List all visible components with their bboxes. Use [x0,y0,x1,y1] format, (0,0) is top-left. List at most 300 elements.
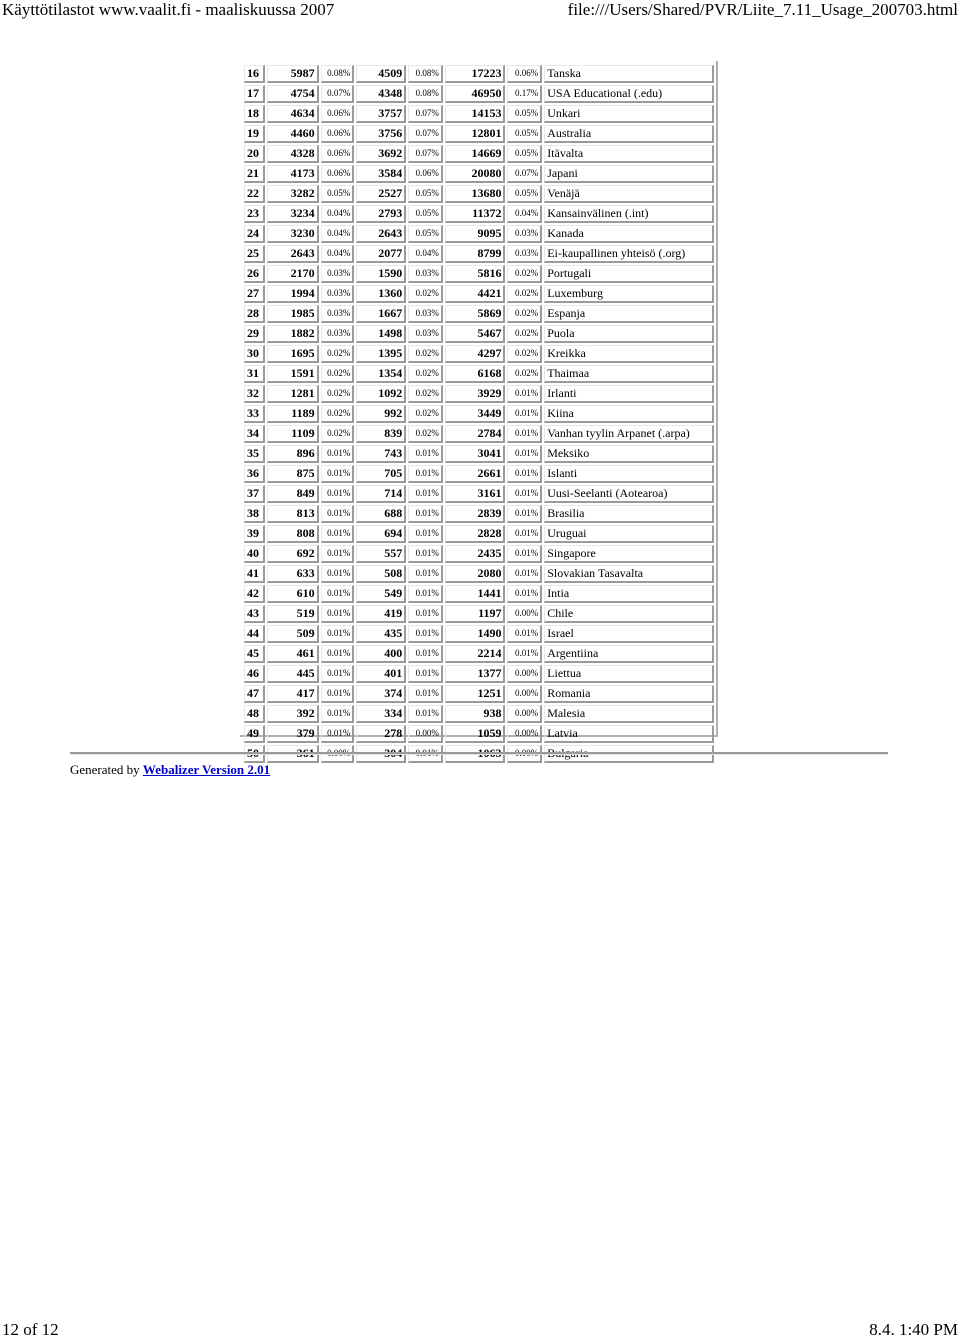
hits-percent-cell: 0.07% [321,85,355,103]
country-cell: Singapore [544,545,714,563]
kbytes-cell: 6168 [445,365,506,383]
rank-cell: 27 [244,285,265,303]
kbytes-cell: 1059 [445,725,506,743]
country-cell: Chile [544,605,714,623]
kbytes-percent-cell: 0.03% [507,245,542,263]
hits-percent-cell: 0.08% [321,65,355,83]
hits-percent-cell: 0.02% [321,345,355,363]
kbytes-percent-cell: 0.02% [507,345,542,363]
table-row [244,245,714,263]
files-percent-cell: 0.02% [408,385,443,403]
hits-cell: 417 [267,685,319,703]
country-stats-table [242,63,716,765]
hits-percent-cell: 0.03% [321,325,355,343]
rank-cell: 25 [244,245,265,263]
kbytes-percent-cell: 0.01% [507,545,542,563]
rank-cell: 41 [244,565,265,583]
hits-percent-cell: 0.01% [321,505,355,523]
country-cell: Luxemburg [544,285,714,303]
kbytes-percent-cell: 0.00% [507,605,542,623]
files-percent-cell: 0.01% [408,625,443,643]
page-number: 12 of 12 [2,1320,59,1339]
rank-cell: 16 [244,65,265,83]
table-row [244,485,714,503]
table-row [244,225,714,243]
kbytes-percent-cell: 0.01% [507,505,542,523]
rank-cell: 22 [244,185,265,203]
kbytes-cell: 2784 [445,425,506,443]
hits-percent-cell: 0.01% [321,665,355,683]
files-percent-cell: 0.02% [408,425,443,443]
table-row [244,85,714,103]
files-percent-cell: 0.03% [408,305,443,323]
hits-cell: 4634 [267,105,319,123]
hits-cell: 692 [267,545,319,563]
table-row [244,325,714,343]
country-cell: Islanti [544,465,714,483]
kbytes-cell: 2435 [445,545,506,563]
hits-percent-cell: 0.03% [321,285,355,303]
kbytes-cell: 3041 [445,445,506,463]
kbytes-percent-cell: 0.02% [507,265,542,283]
table-row [244,445,714,463]
hits-percent-cell: 0.02% [321,385,355,403]
files-percent-cell: 0.01% [408,445,443,463]
files-percent-cell: 0.01% [408,685,443,703]
files-cell: 1395 [356,345,406,363]
hits-cell: 4460 [267,125,319,143]
rank-cell: 40 [244,545,265,563]
hits-cell: 1994 [267,285,319,303]
files-cell: 705 [356,465,406,483]
table-row [244,545,714,563]
country-cell: Ei-kaupallinen yhteisö (.org) [544,245,714,263]
country-cell: Irlanti [544,385,714,403]
files-percent-cell: 0.08% [408,85,443,103]
page-url: file:///Users/Shared/PVR/Liite_7.11_Usage_200703.html [567,0,958,19]
kbytes-cell: 4421 [445,285,506,303]
rank-cell: 26 [244,265,265,283]
files-cell: 3756 [356,125,406,143]
hits-percent-cell: 0.02% [321,425,355,443]
rank-cell: 24 [244,225,265,243]
kbytes-percent-cell: 0.00% [507,705,542,723]
hits-cell: 361 [267,745,319,763]
kbytes-cell: 938 [445,705,506,723]
files-cell: 3692 [356,145,406,163]
hits-cell: 1109 [267,425,319,443]
hits-percent-cell: 0.06% [321,105,355,123]
country-cell: Kiina [544,405,714,423]
kbytes-cell: 12801 [445,125,506,143]
kbytes-percent-cell: 0.01% [507,405,542,423]
files-cell: 3757 [356,105,406,123]
table-row [244,285,714,303]
rank-cell: 39 [244,525,265,543]
table-row [244,465,714,483]
files-percent-cell: 0.01% [408,745,443,763]
files-cell: 694 [356,525,406,543]
hits-cell: 445 [267,665,319,683]
table-row [244,725,714,743]
files-percent-cell: 0.01% [408,705,443,723]
kbytes-percent-cell: 0.00% [507,725,542,743]
kbytes-percent-cell: 0.01% [507,625,542,643]
hits-cell: 875 [267,465,319,483]
kbytes-cell: 2080 [445,565,506,583]
hits-percent-cell: 0.06% [321,145,355,163]
hits-cell: 509 [267,625,319,643]
files-percent-cell: 0.01% [408,645,443,663]
files-percent-cell: 0.02% [408,365,443,383]
hits-cell: 813 [267,505,319,523]
country-cell: Itävalta [544,145,714,163]
files-percent-cell: 0.01% [408,465,443,483]
country-cell: Australia [544,125,714,143]
files-percent-cell: 0.01% [408,505,443,523]
kbytes-percent-cell: 0.02% [507,325,542,343]
hits-percent-cell: 0.01% [321,705,355,723]
table-row [244,705,714,723]
kbytes-percent-cell: 0.01% [507,445,542,463]
kbytes-percent-cell: 0.04% [507,205,542,223]
files-cell: 549 [356,585,406,603]
files-cell: 4348 [356,85,406,103]
rank-cell: 34 [244,425,265,443]
hits-cell: 2643 [267,245,319,263]
table-row [244,665,714,683]
kbytes-cell: 46950 [445,85,506,103]
files-cell: 3584 [356,165,406,183]
kbytes-percent-cell: 0.00% [507,665,542,683]
kbytes-cell: 2828 [445,525,506,543]
files-percent-cell: 0.01% [408,545,443,563]
kbytes-cell: 11372 [445,205,506,223]
files-cell: 2077 [356,245,406,263]
kbytes-percent-cell: 0.05% [507,125,542,143]
kbytes-percent-cell: 0.05% [507,145,542,163]
table-row [244,125,714,143]
kbytes-cell: 17223 [445,65,506,83]
files-percent-cell: 0.08% [408,65,443,83]
files-percent-cell: 0.07% [408,125,443,143]
table-row [244,305,714,323]
hits-percent-cell: 0.01% [321,545,355,563]
country-cell: Malesia [544,705,714,723]
rank-cell: 21 [244,165,265,183]
kbytes-cell: 5467 [445,325,506,343]
kbytes-percent-cell: 0.05% [507,105,542,123]
hits-percent-cell: 0.02% [321,365,355,383]
rank-cell: 47 [244,685,265,703]
kbytes-cell: 13680 [445,185,506,203]
files-percent-cell: 0.01% [408,665,443,683]
kbytes-cell: 4297 [445,345,506,363]
rank-cell: 18 [244,105,265,123]
page-title: Käyttötilastot www.vaalit.fi - maaliskuussa 2007 [2,0,335,19]
kbytes-cell: 3161 [445,485,506,503]
hits-percent-cell: 0.04% [321,245,355,263]
table-row [244,565,714,583]
hits-percent-cell: 0.01% [321,605,355,623]
kbytes-percent-cell: 0.00% [507,745,542,763]
country-cell: Brasilia [544,505,714,523]
country-cell: Espanja [544,305,714,323]
rank-cell: 17 [244,85,265,103]
table-row [244,525,714,543]
rank-cell: 33 [244,405,265,423]
kbytes-percent-cell: 0.01% [507,645,542,663]
hits-percent-cell: 0.01% [321,445,355,463]
hits-cell: 4328 [267,145,319,163]
hits-percent-cell: 0.05% [321,185,355,203]
files-percent-cell: 0.05% [408,225,443,243]
kbytes-cell: 1441 [445,585,506,603]
table-row [244,685,714,703]
kbytes-cell: 5816 [445,265,506,283]
kbytes-cell: 20080 [445,165,506,183]
hits-percent-cell: 0.00% [321,745,355,763]
files-cell: 374 [356,685,406,703]
table-row [244,605,714,623]
files-percent-cell: 0.07% [408,105,443,123]
files-cell: 1498 [356,325,406,343]
hits-percent-cell: 0.06% [321,165,355,183]
hits-cell: 3230 [267,225,319,243]
hits-cell: 1882 [267,325,319,343]
hits-cell: 808 [267,525,319,543]
kbytes-cell: 3449 [445,405,506,423]
hits-percent-cell: 0.01% [321,565,355,583]
files-cell: 714 [356,485,406,503]
files-cell: 401 [356,665,406,683]
country-stats-body [244,65,714,763]
files-cell: 1667 [356,305,406,323]
kbytes-cell: 8799 [445,245,506,263]
kbytes-cell: 1490 [445,625,506,643]
hits-percent-cell: 0.04% [321,205,355,223]
files-percent-cell: 0.01% [408,525,443,543]
files-cell: 2793 [356,205,406,223]
rank-cell: 48 [244,705,265,723]
table-row [244,385,714,403]
rank-cell: 35 [244,445,265,463]
files-cell: 688 [356,505,406,523]
rank-cell: 19 [244,125,265,143]
hits-percent-cell: 0.01% [321,585,355,603]
kbytes-percent-cell: 0.02% [507,285,542,303]
hits-cell: 633 [267,565,319,583]
hits-cell: 1985 [267,305,319,323]
kbytes-percent-cell: 0.07% [507,165,542,183]
print-datetime: 8.4. 1:40 PM [869,1320,958,1339]
rank-cell: 31 [244,365,265,383]
table-row [244,505,714,523]
rank-cell: 46 [244,665,265,683]
files-cell: 992 [356,405,406,423]
table-row [244,165,714,183]
hits-percent-cell: 0.01% [321,485,355,503]
hits-percent-cell: 0.01% [321,725,355,743]
kbytes-cell: 2839 [445,505,506,523]
files-percent-cell: 0.02% [408,405,443,423]
table-row [244,625,714,643]
country-cell: USA Educational (.edu) [544,85,714,103]
generated-prefix: Generated by [70,762,143,777]
files-cell: 435 [356,625,406,643]
hits-percent-cell: 0.01% [321,685,355,703]
table-row [244,345,714,363]
hits-cell: 610 [267,585,319,603]
files-cell: 334 [356,705,406,723]
files-cell: 4509 [356,65,406,83]
table-row [244,365,714,383]
files-cell: 2643 [356,225,406,243]
files-cell: 304 [356,745,406,763]
country-cell: Uusi-Seelanti (Aotearoa) [544,485,714,503]
country-cell: Portugali [544,265,714,283]
country-cell: Latvia [544,725,714,743]
rank-cell: 50 [244,745,265,763]
hits-percent-cell: 0.01% [321,525,355,543]
files-percent-cell: 0.05% [408,185,443,203]
rank-cell: 30 [244,345,265,363]
files-cell: 1092 [356,385,406,403]
files-percent-cell: 0.07% [408,145,443,163]
rank-cell: 44 [244,625,265,643]
files-percent-cell: 0.01% [408,565,443,583]
country-cell: Romania [544,685,714,703]
country-cell: Tanska [544,65,714,83]
rank-cell: 29 [244,325,265,343]
kbytes-percent-cell: 0.01% [507,485,542,503]
files-cell: 1360 [356,285,406,303]
kbytes-percent-cell: 0.17% [507,85,542,103]
country-cell: Bulgaria [544,745,714,763]
country-cell: Meksiko [544,445,714,463]
files-cell: 278 [356,725,406,743]
hits-cell: 1189 [267,405,319,423]
hits-percent-cell: 0.06% [321,125,355,143]
table-row [244,65,714,83]
hits-cell: 461 [267,645,319,663]
files-percent-cell: 0.00% [408,725,443,743]
kbytes-percent-cell: 0.05% [507,185,542,203]
kbytes-percent-cell: 0.01% [507,465,542,483]
generated-by-line [70,762,270,778]
kbytes-cell: 1377 [445,665,506,683]
country-cell: Puola [544,325,714,343]
hits-percent-cell: 0.01% [321,625,355,643]
hits-cell: 5987 [267,65,319,83]
country-cell: Thaimaa [544,365,714,383]
hits-cell: 4754 [267,85,319,103]
rank-cell: 49 [244,725,265,743]
hits-cell: 392 [267,705,319,723]
hits-percent-cell: 0.01% [321,465,355,483]
rank-cell: 45 [244,645,265,663]
hits-percent-cell: 0.01% [321,645,355,663]
kbytes-cell: 14669 [445,145,506,163]
files-cell: 400 [356,645,406,663]
country-cell: Israel [544,625,714,643]
webalizer-link[interactable]: Webalizer Version 2.01 [142,762,271,777]
files-percent-cell: 0.02% [408,285,443,303]
hits-cell: 849 [267,485,319,503]
hits-cell: 3234 [267,205,319,223]
files-cell: 743 [356,445,406,463]
country-cell: Uruguai [544,525,714,543]
files-cell: 2527 [356,185,406,203]
kbytes-cell: 1063 [445,745,506,763]
rank-cell: 32 [244,385,265,403]
files-cell: 557 [356,545,406,563]
kbytes-percent-cell: 0.06% [507,65,542,83]
hits-cell: 1281 [267,385,319,403]
files-percent-cell: 0.01% [408,605,443,623]
hits-cell: 2170 [267,265,319,283]
files-cell: 419 [356,605,406,623]
country-cell: Argentiina [544,645,714,663]
kbytes-cell: 9095 [445,225,506,243]
country-cell: Kansainvälinen (.int) [544,205,714,223]
kbytes-cell: 14153 [445,105,506,123]
hits-percent-cell: 0.04% [321,225,355,243]
files-percent-cell: 0.02% [408,345,443,363]
table-row [244,425,714,443]
rank-cell: 23 [244,205,265,223]
kbytes-percent-cell: 0.01% [507,525,542,543]
files-percent-cell: 0.01% [408,485,443,503]
country-cell: Kreikka [544,345,714,363]
files-percent-cell: 0.04% [408,245,443,263]
kbytes-percent-cell: 0.01% [507,385,542,403]
table-row [244,185,714,203]
country-cell: Intia [544,585,714,603]
hits-cell: 1695 [267,345,319,363]
files-cell: 1354 [356,365,406,383]
country-cell: Kanada [544,225,714,243]
country-cell: Unkari [544,105,714,123]
kbytes-cell: 1197 [445,605,506,623]
kbytes-percent-cell: 0.01% [507,425,542,443]
hits-cell: 519 [267,605,319,623]
files-cell: 839 [356,425,406,443]
table-row [244,585,714,603]
rank-cell: 28 [244,305,265,323]
kbytes-cell: 5869 [445,305,506,323]
kbytes-percent-cell: 0.00% [507,685,542,703]
table-row [244,145,714,163]
country-stats-panel [240,61,718,760]
kbytes-cell: 2661 [445,465,506,483]
table-row [244,205,714,223]
rank-cell: 36 [244,465,265,483]
rank-cell: 42 [244,585,265,603]
country-cell: Slovakian Tasavalta [544,565,714,583]
kbytes-cell: 1251 [445,685,506,703]
hits-percent-cell: 0.02% [321,405,355,423]
hits-cell: 379 [267,725,319,743]
kbytes-percent-cell: 0.02% [507,365,542,383]
files-cell: 1590 [356,265,406,283]
kbytes-percent-cell: 0.03% [507,225,542,243]
rank-cell: 38 [244,505,265,523]
country-cell: Venäjä [544,185,714,203]
country-cell: Vanhan tyylin Arpanet (.arpa) [544,425,714,443]
files-cell: 508 [356,565,406,583]
kbytes-cell: 3929 [445,385,506,403]
